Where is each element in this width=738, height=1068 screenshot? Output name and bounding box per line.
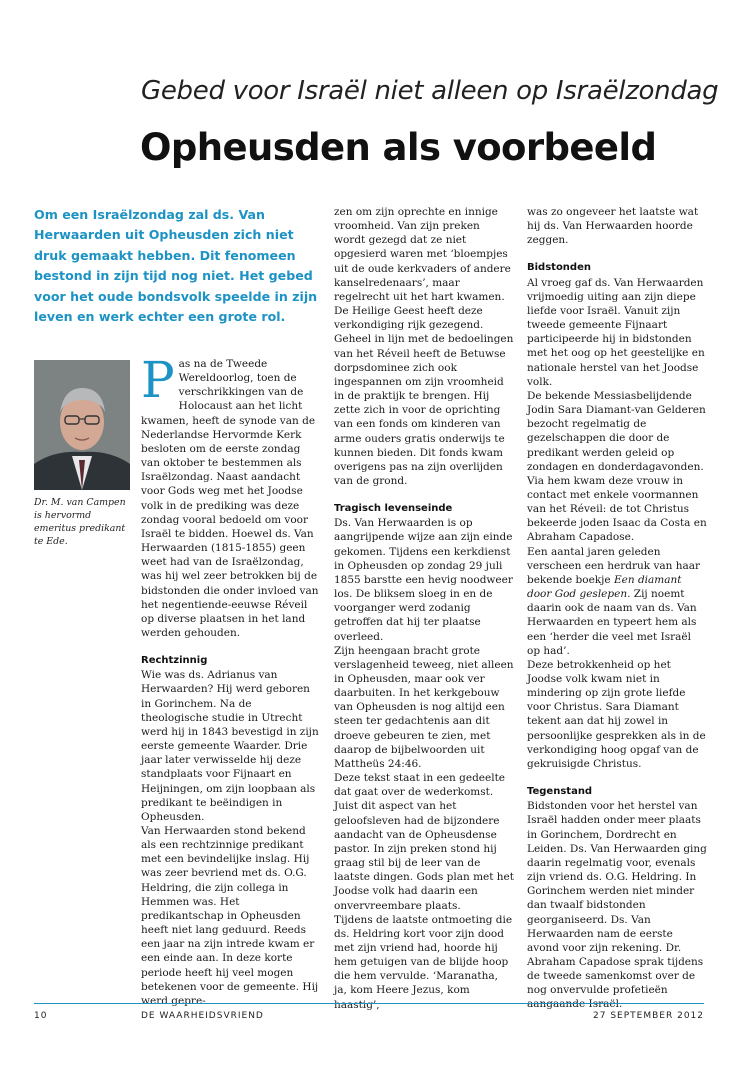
- subheading: Rechtzinnig: [141, 655, 208, 667]
- paragraph: Wie was ds. Adrianus van Herwaarden? Hij werd geboren in Gorinchem. Na de theologische studie in Utrecht werd hij in 1843 bevestigd in zijn eerste gemeente Waarder. Drie jaar later verwisselde hij deze standplaats voor Fijnaart en Heijningen, om zijn loopbaan als predikant te beëindigen in Opheusden.: [141, 669, 319, 823]
- column-3: [527, 205, 707, 1012]
- article-intro: Om een Israëlzondag zal ds. Van Herwaarden uit Opheusden zich niet druk gemaakt hebben. Dit fenomeen bestond in zijn tijd nog niet. Het gebed voor het oude bondsvolk speelde in zijn leven en werk echter een grote rol.: [34, 207, 318, 325]
- paragraph-text: . Zij noemt daarin ook de naam van ds. Van Herwaarden en typeert hem als een ‘herder die veel met Israël op had’.: [527, 588, 697, 657]
- paragraph: zen om zijn oprechte en innige vroomheid. Van zijn preken wordt gezegd dat ze niet opgesierd waren met ‘bloempjes uit de oude kerkvaders of andere kanselredenaars’, maar regelrecht uit het hart kwamen. De Heilige Geest heeft deze verkondiging rijk gezegend.: [334, 206, 511, 332]
- book-title: Een diamant door God geslepen: [527, 573, 682, 601]
- paragraph: De bekende Messiasbelijdende Jodin Sara Diamant-van Gelderen bezocht regelmatig de gezelschappen die door de predikant werden geleid op zondagen en donderdagavonden. Via hem kwam deze vrouw in contact met enkele voormannen van het Réveil: de tot Christus bekeerde joden Isaac da Costa en Abraham Capadose.: [527, 389, 707, 544]
- paragraph: Van Herwaarden stond bekend als een rechtzinnige predikant met een bevindelijke inslag. Hij was zeer bevriend met ds. O.G. Heldring, die zijn collega in Hemmen was. Het predikantschap in Opheusden heeft niet lang geduurd. Reeds een jaar na zijn intrede kwam er een einde aan. In deze korte periode heeft hij veel mogen betekenen voor de gemeente. Hij werd gepre-: [141, 825, 319, 1007]
- paragraph: Bidstonden voor het herstel van Israël hadden onder meer plaats in Gorinchem, Dordrecht en Leiden. Ds. Van Herwaarden ging daarin regelmatig voor, evenals zijn vriend ds. O.G. Heldring. In Gorinchem werden niet minder dan twaalf bidstonden georganiseerd. Ds. Van Herwaarden nam de eerste avond voor zijn rekening. Dr. Abraham Capadose sprak tijdens de tweede samenkomst over de nog onvervulde profetieën aangaande Israël.: [527, 800, 707, 1011]
- paragraph: Ds. Van Herwaarden is op aangrijpende wijze aan zijn einde gekomen. Tijdens een kerkdienst in Opheusden op zondag 29 juli 1855 barstte een hevig noodweer los. De bliksem sloeg in en de voorganger werd zodanig getroffen dat hij ter plaatse overleed.: [334, 517, 513, 643]
- paragraph: [141, 351, 321, 640]
- subheading: Tragisch levenseinde: [334, 503, 453, 515]
- column-1: [141, 351, 321, 1008]
- issue-date: 27 SEPTEMBER 2012: [593, 1011, 704, 1021]
- paragraph: Deze tekst staat in een gedeelte dat gaat over de wederkomst. Juist dit aspect van het geloofsleven had de bijzondere aandacht van de Opheusdense pastor. In zijn preken stond hij graag stil bij de leer van de laatste dingen. Gods plan met het Joodse volk had daarin een onvervreembare plaats.: [334, 772, 514, 912]
- article-kicker: Gebed voor Israël niet alleen op Israëlzondag: [141, 76, 719, 106]
- article-title: Opheusden als voorbeeld: [140, 126, 657, 169]
- paragraph-text: as na de Tweede Wereldoorlog, toen de verschrikkingen van de Holocaust aan het licht kwamen, heeft de synode van de Nederlandse Hervormde Kerk besloten om de eerste zondag van oktober te bestemmen als Israëlzondag. Naast aandacht voor Gods weg met het Joodse volk in de prediking was deze zondag vooral bedoeld om voor Israël te bidden. Hoewel ds. Van Herwaarden (1815-1855) geen weet had van de Israëlzondag, was hij wel zeer betrokken bij de bidstonden die onder invloed van het negentiende-eeuwse Réveil op diverse plaatsen in het land werden gehouden.: [141, 358, 319, 639]
- paragraph: Al vroeg gaf ds. Van Herwaarden vrijmoedig uiting aan zijn diepe liefde voor Israël. Vanuit zijn tweede gemeente Fijnaart participeerde hij in bidstonden met het oog op het geestelijke en nationale herstel van het Joodse volk.: [527, 276, 705, 388]
- paragraph: Zijn heengaan bracht grote verslagenheid teweeg, niet alleen in Opheusden, maar ook ver daarbuiten. In het kerkgebouw van Opheusden is nog altijd een steen ter gedachtenis aan dit droeve gebeuren te zien, met daarop de bijbelwoorden uit Mattheüs 24:46.: [334, 644, 514, 770]
- footer-rule: [34, 1003, 704, 1004]
- paragraph: Tijdens de laatste ontmoeting die ds. Heldring kort voor zijn dood met zijn vriend had, hoorde hij hem getuigen van de blijde hoop die hem vervulde. ‘Maranatha, ja, kom Heere Jezus, kom haastig’,: [334, 913, 513, 1011]
- drop-cap: P: [141, 351, 175, 409]
- paragraph: Deze betrokkenheid op het Joodse volk kwam niet in mindering op zijn grote liefde voor Christus. Sara Diamant tekent aan dat hij zowel in persoonlijke gesprekken als in de verkondiging hoog opgaf van de gekruisigde Christus.: [527, 658, 706, 770]
- subheading: Bidstonden: [527, 262, 591, 274]
- author-portrait: [34, 360, 130, 490]
- paragraph: [527, 545, 707, 658]
- photo-caption: Dr. M. van Campen is hervormd emeritus predikant te Ede.: [34, 497, 126, 547]
- paragraph: Geheel in lijn met de bedoelingen van het Réveil heeft de Betuwse dorpsdominee zich ook ingespannen om zijn vroomheid in de praktijk te brengen. Hij zette zich in voor de oprichting van een fonds om kinderen van arme ouders gratis onderwijs te kunnen bieden. Dit fonds kwam overigens pas na zijn overlijden van de grond.: [334, 333, 514, 487]
- paragraph: was zo ongeveer het laatste wat hij ds. Van Herwaarden hoorde zeggen.: [527, 206, 699, 247]
- magazine-name: DE WAARHEIDSVRIEND: [141, 1011, 264, 1021]
- column-2: [334, 205, 514, 1012]
- subheading: Tegenstand: [527, 786, 593, 798]
- page-number: 10: [34, 1011, 48, 1021]
- paragraph-text: Een aantal jaren geleden verscheen een herdruk van haar bekende boekje: [527, 545, 701, 586]
